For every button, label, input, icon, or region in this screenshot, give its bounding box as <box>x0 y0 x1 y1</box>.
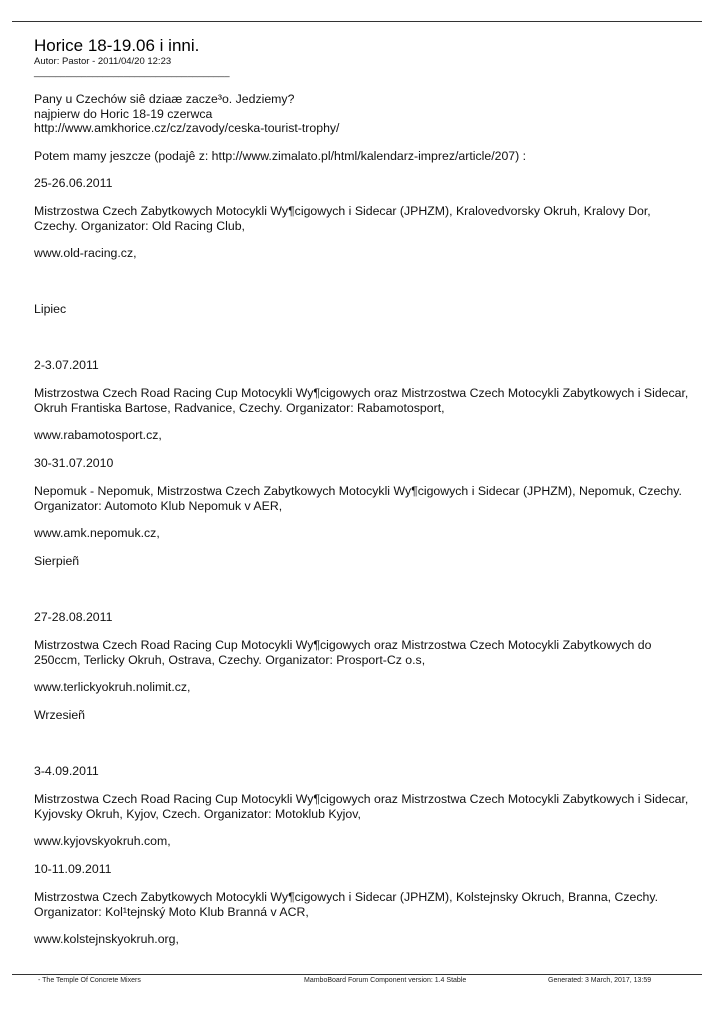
post-title: Horice 18-19.06 i inni. <box>34 36 200 55</box>
post-paragraph <box>34 680 694 695</box>
paragraph-line: 3-4.09.2011 <box>34 764 99 778</box>
paragraph-line: Czechy. Organizator: Old Racing Club, <box>34 218 245 233</box>
paragraph-line: http://www.amkhorice.cz/cz/zavody/ceska-tourist-trophy/ <box>34 121 340 135</box>
post-meta: Autor: Pastor - 2011/04/20 12:23 <box>34 56 172 67</box>
post-paragraph <box>34 246 694 261</box>
paragraph-line: 25-26.06.2011 <box>34 176 113 190</box>
paragraph-line: 27-28.08.2011 <box>34 610 113 624</box>
paragraph-line: www.amk.nepomuk.cz, <box>34 526 160 540</box>
footer-generated: Generated: 3 March, 2017, 13:59 <box>548 977 652 984</box>
post-paragraph <box>34 92 694 136</box>
post-paragraph <box>34 484 694 513</box>
post-paragraph <box>34 302 694 317</box>
paragraph-line: Mistrzostwa Czech Road Racing Cup Motocykli Wy¶cigowych oraz Mistrzostwa Czech Motocykli Zabytkowych i Sidecar, <box>34 386 689 400</box>
post-paragraph <box>34 428 694 443</box>
post-paragraph <box>34 764 694 779</box>
footer-divider <box>12 974 702 975</box>
paragraph-line: Mistrzostwa Czech Zabytkowych Motocykli Wy¶cigowych i Sidecar (JPHZM), Kralovedvorsky Okruh, Kralovy Dor, <box>34 204 651 218</box>
post-paragraph <box>34 610 694 625</box>
paragraph-line: www.kyjovskyokruh.com, <box>34 834 171 848</box>
post-paragraph <box>34 176 694 191</box>
paragraph-line: www.terlickyokruh.nolimit.cz, <box>34 680 191 694</box>
paragraph-line: Mistrzostwa Czech Road Racing Cup Motocykli Wy¶cigowych oraz Mistrzostwa Czech Motocykli Zabytkowych i Sidecar, <box>34 792 689 806</box>
paragraph-line: www.kolstejnskyokruh.org, <box>34 932 179 946</box>
post-paragraph <box>34 149 694 164</box>
post-paragraph <box>34 386 694 415</box>
paragraph-line: 250ccm, Terlicky Okruh, Ostrava, Czechy. Organizator: Prosport-Cz o.s, <box>34 652 426 667</box>
paragraph-line: Mistrzostwa Czech Zabytkowych Motocykli Wy¶cigowych i Sidecar (JPHZM), Kolstejnsky Okruch, Branna, Czechy. <box>34 890 659 904</box>
post-header <box>34 36 230 78</box>
paragraph-line: Kyjovsky Okruh, Kyjov, Czech. Organizator: Motoklub Kyjov, <box>34 806 361 821</box>
paragraph-line: Mistrzostwa Czech Road Racing Cup Motocykli Wy¶cigowych oraz Mistrzostwa Czech Motocykli Zabytkowych do <box>34 638 652 652</box>
paragraph-line: www.rabamotosport.cz, <box>34 428 162 442</box>
post-paragraph <box>34 932 694 947</box>
post-paragraph <box>34 204 694 233</box>
post-paragraph <box>34 638 694 667</box>
paragraph-line: 30-31.07.2010 <box>34 456 114 470</box>
paragraph-line: Okruh Frantiska Bartose, Radvanice, Czechy. Organizator: Rabamotosport, <box>34 400 445 415</box>
post-paragraph <box>34 890 694 919</box>
footer-site-name: - The Temple Of Concrete Mixers <box>38 977 141 984</box>
paragraph-line: Pany u Czechów siê dziaæ zacze³o. Jedziemy? <box>34 92 295 106</box>
paragraph-line: Organizator: Automoto Klub Nepomuk v AER, <box>34 498 283 513</box>
paragraph-line: 2-3.07.2011 <box>34 358 99 372</box>
post-separator: _____________________________________ <box>34 67 230 78</box>
paragraph-line: Lipiec <box>34 302 67 316</box>
paragraph-line: Wrzesieñ <box>34 708 86 722</box>
post-paragraph <box>34 834 694 849</box>
post-paragraph <box>34 358 694 373</box>
paragraph-line: najpierw do Horic 18-19 czerwca <box>34 106 213 121</box>
post-paragraph <box>34 862 694 877</box>
footer-version: MamboBoard Forum Component version: 1.4 Stable <box>304 977 467 984</box>
top-divider <box>12 21 702 22</box>
post-paragraph <box>34 708 694 723</box>
paragraph-line: www.old-racing.cz, <box>34 246 137 260</box>
paragraph-line: Nepomuk - Nepomuk, Mistrzostwa Czech Zabytkowych Motocykli Wy¶cigowych i Sidecar (JPHZM), Nepomuk, Czechy. <box>34 484 682 498</box>
post-paragraph <box>34 526 694 541</box>
post-paragraph <box>34 456 694 471</box>
paragraph-line: Sierpieñ <box>34 554 80 568</box>
paragraph-line: Potem mamy jeszcze (podajê z: http://www.zimalato.pl/html/kalendarz-imprez/article/207) : <box>34 149 527 163</box>
paragraph-line: Organizator: Kol¹tejnský Moto Klub Branná v ACR, <box>34 904 309 919</box>
post-paragraph <box>34 792 694 821</box>
post-paragraph <box>34 554 694 569</box>
paragraph-line: 10-11.09.2011 <box>34 862 112 876</box>
page-footer <box>0 976 725 988</box>
